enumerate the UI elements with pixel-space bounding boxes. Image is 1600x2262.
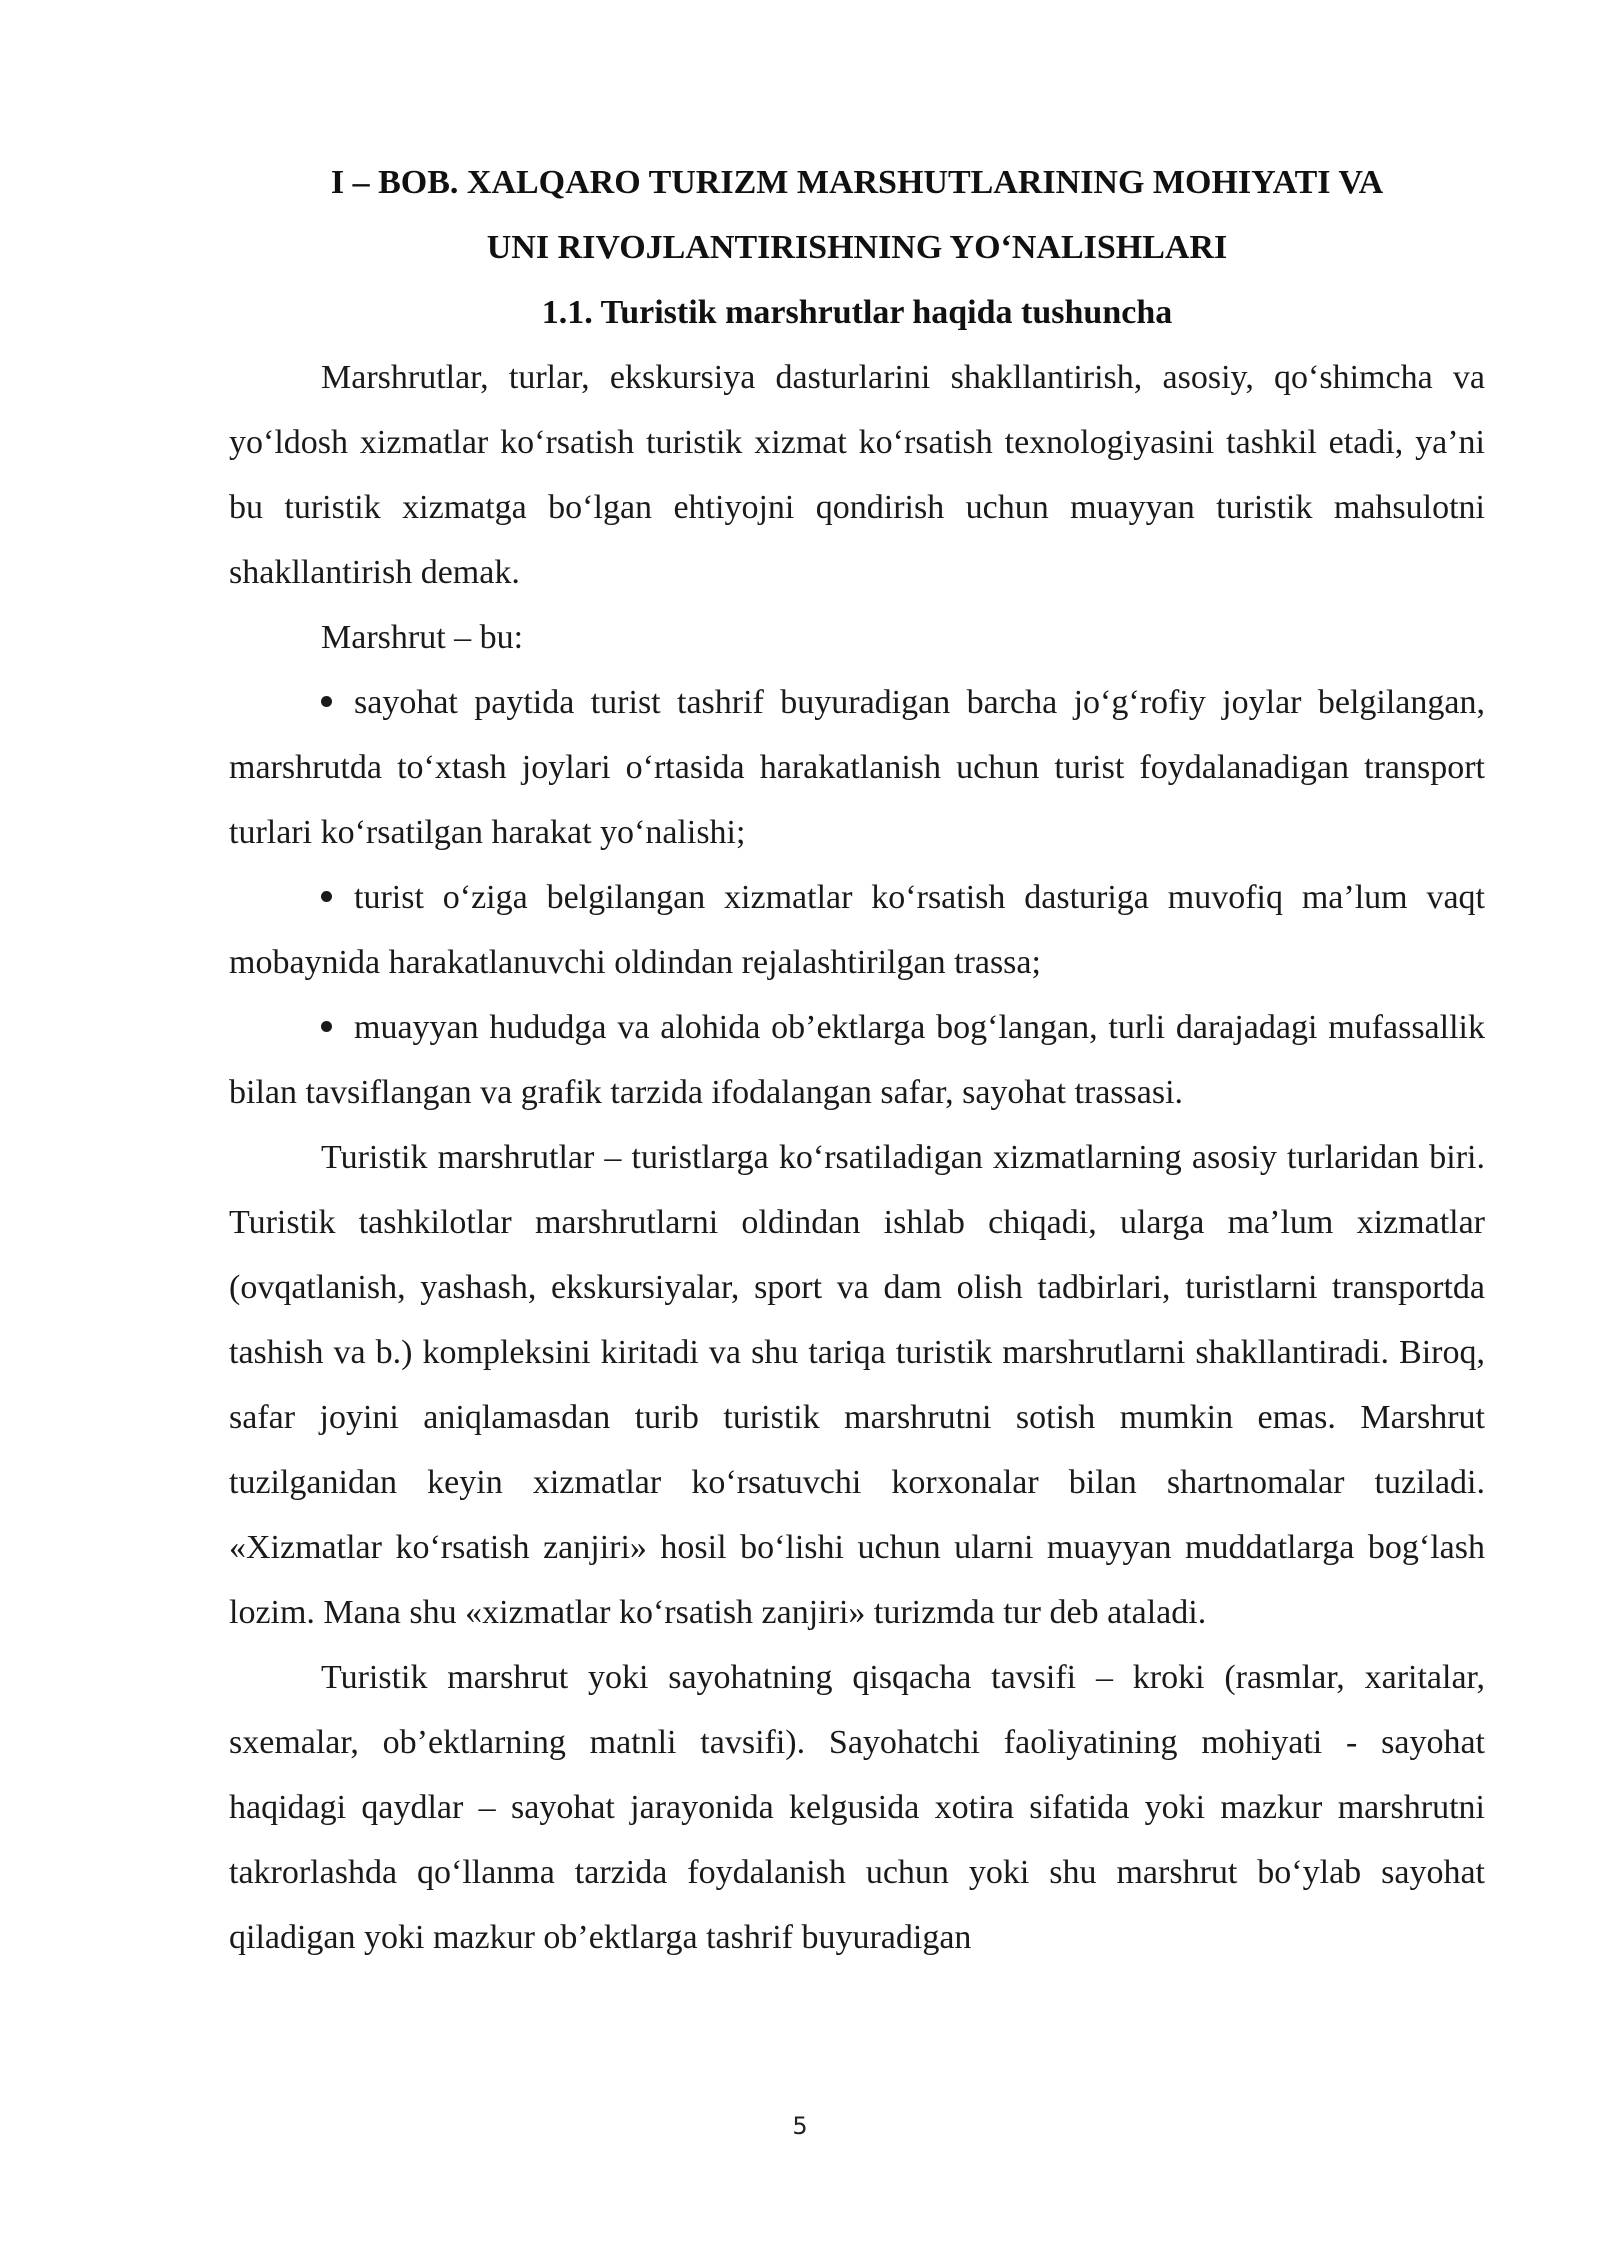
- page-content: [229, 150, 1485, 1970]
- bullet-dot-icon: [321, 1021, 332, 1032]
- bullet-item: [229, 995, 1485, 1125]
- section-title: 1.1. Turistik marshrutlar haqida tushuncha: [541, 294, 1173, 331]
- bullet-dot-icon: [321, 891, 332, 902]
- bullet-item: [229, 670, 1485, 865]
- paragraph-tourist-routes: Turistik marshrutlar – turistlarga ko‘rsatiladigan xizmatlarning asosiy turlaridan biri. Turistik tashkilotlar marshrutlarni oldindan ishlab chiqadi, ularga ma’lum xizmatlar (ovqatlanish, yashash, ekskursiyalar, sport va dam olish tadbirlari, turistlarni transportda tashish va b.) kompleksini kiritadi va shu tariqa turistik marshrutlarni shakllantiradi. Biroq, safar joyini aniqlamasdan turib turistik marshrutni sotish mumkin emas. Marshrut tuzilganidan keyin xizmatlar ko‘rsatuvchi korxonalar bilan shartnomalar tuziladi. «Xizmatlar ko‘rsatish zanjiri» hosil bo‘lishi uchun ularni muayyan muddatlarga bog‘lash lozim. Mana shu «xizmatlar ko‘rsatish zanjiri» turizmda tur deb ataladi.: [229, 1139, 1485, 1631]
- chapter-title-line1: I – BOB. XALQARO TURIZM MARSHUTLARINING MOHIYATI VA: [330, 164, 1384, 201]
- chapter-title-line2: UNI RIVOJLANTIRISHNING YO‘NALISHLARI: [486, 229, 1228, 266]
- bullet-text: muayyan hududga va alohida ob’ektlarga bog‘langan, turli darajadagi mufassallik bilan tavsiflangan va grafik tarzida ifodalangan safar, sayohat trassasi.: [229, 1009, 1485, 1111]
- page-number: 5: [792, 2112, 808, 2140]
- paragraph-intro: Marshrutlar, turlar, ekskursiya dasturlarini shakllantirish, asosiy, qo‘shimcha va yo‘ldosh xizmatlar ko‘rsatish turistik xizmat ko‘rsatish texnologiyasini tashkil etadi, ya’ni bu turistik xizmatga bo‘lgan ehtiyojni qondirish uchun muayyan turistik mahsulotni shakllantirish demak.: [229, 359, 1485, 591]
- bullet-dot-icon: [321, 696, 332, 707]
- bullet-text: turist o‘ziga belgilangan xizmatlar ko‘rsatish dasturiga muvofiq ma’lum vaqt mobaynida harakatlanuvchi oldindan rejalashtirilgan trassa;: [229, 879, 1485, 981]
- bullet-item: [229, 865, 1485, 995]
- paragraph-definition-lead: Marshrut – bu:: [321, 619, 524, 656]
- bullet-text: sayohat paytida turist tashrif buyuradigan barcha jo‘g‘rofiy joylar belgilangan, marshrutda to‘xtash joylari o‘rtasida harakatlanish uchun turist foydalanadigan transport turlari ko‘rsatilgan harakat yo‘nalishi;: [229, 684, 1485, 851]
- paragraph-route-description: Turistik marshrut yoki sayohatning qisqacha tavsifi – kroki (rasmlar, xaritalar, sxemalar, ob’ektlarning matnli tavsifi). Sayohatchi faoliyatining mohiyati - sayohat haqidagi qaydlar – sayohat jarayonida kelgusida xotira sifatida yoki mazkur marshrutni takrorlashda qo‘llanma tarzida foydalanish uchun yoki shu marshrut bo‘ylab sayohat qiladigan yoki mazkur ob’ektlarga tashrif buyuradigan: [229, 1659, 1485, 1956]
